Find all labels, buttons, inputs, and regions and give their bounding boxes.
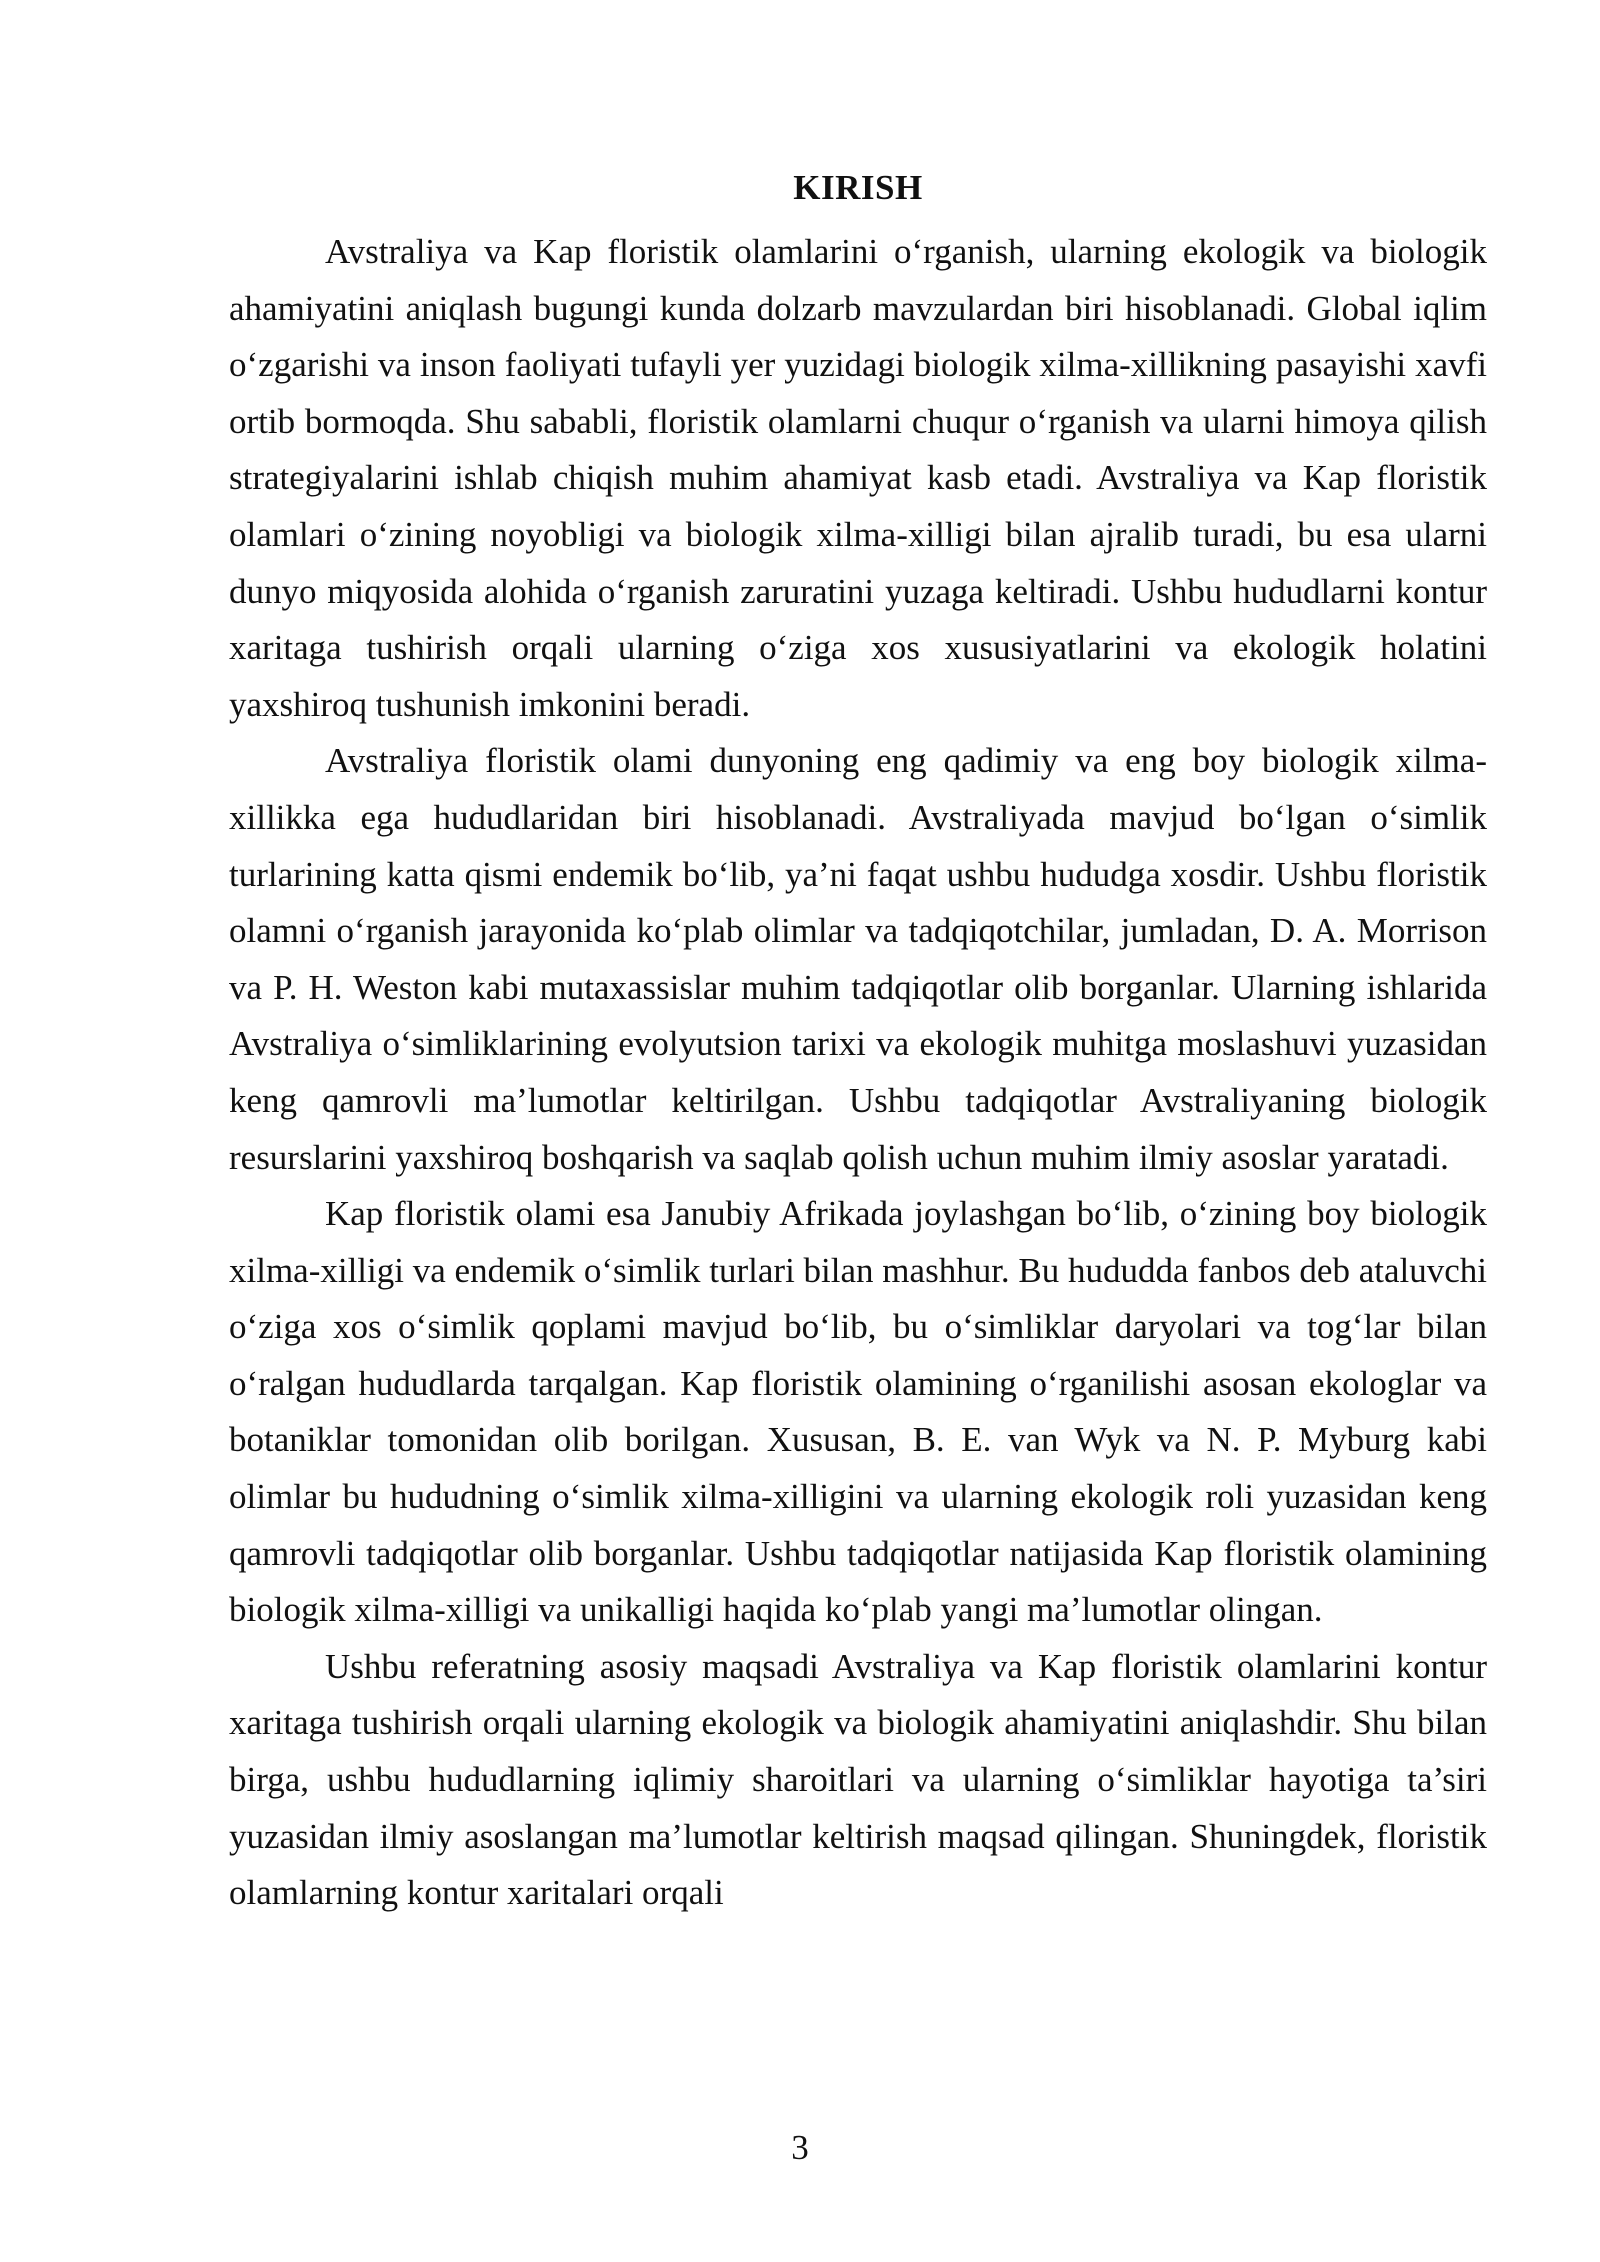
page-body (229, 160, 1487, 1922)
paragraph-intro: Avstraliya va Kap floristik olamlarini o‘rganish, ularning ekologik va biologik ahamiyatini aniqlash bugungi kunda dolzarb mavzulardan biri hisoblanadi. Global iqlim o‘zgarishi va inson faoliyati tufayli yer yuzidagi biologik xilma-xillikning pasayishi xavfi ortib bormoqda. Shu sababli, floristik olamlarni chuqur o‘rganish va ularni himoya qilish strategiyalarini ishlab chiqish muhim ahamiyat kasb etadi. Avstraliya va Kap floristik olamlari o‘zining noyobligi va biologik xilma-xilligi bilan ajralib turadi, bu esa ularni dunyo miqyosida alohida o‘rganish zaruratini yuzaga keltiradi. Ushbu hududlarni kontur xaritaga tushirish orqali ularning o‘ziga xos xususiyatlarini va ekologik holatini yaxshiroq tushunish imkonini beradi. (229, 232, 1487, 724)
page-title: KIRISH (793, 168, 923, 207)
page-number: 3 (791, 2128, 809, 2167)
paragraph-australia: Avstraliya floristik olami dunyoning eng qadimiy va eng boy biologik xilma-xillikka ega hududlaridan biri hisoblanadi. Avstraliyada mavjud bo‘lgan o‘simlik turlarining katta qismi endemik bo‘lib, ya’ni faqat ushbu hududga xosdir. Ushbu floristik olamni o‘rganish jarayonida ko‘plab olimlar va tadqiqotchilar, jumladan, D. A. Morrison va P. H. Weston kabi mutaxassislar muhim tadqiqotlar olib borganlar. Ularning ishlarida Avstraliya o‘simliklarining evolyutsion tarixi va ekologik muhitga moslashuvi yuzasidan keng qamrovli ma’lumotlar keltirilgan. Ushbu tadqiqotlar Avstraliyaning biologik resurslarini yaxshiroq boshqarish va saqlab qolish uchun muhim ilmiy asoslar yaratadi. (229, 741, 1487, 1177)
paragraph-aim: Ushbu referatning asosiy maqsadi Avstraliya va Kap floristik olamlarini kontur xaritaga tushirish orqali ularning ekologik va biologik ahamiyatini aniqlashdir. Shu bilan birga, ushbu hududlarning iqlimiy sharoitlari va ularning o‘simliklar hayotiga ta’siri yuzasidan ilmiy asoslangan ma’lumotlar keltirish maqsad qilingan. Shuningdek, floristik olamlarning kontur xaritalari orqali (229, 1646, 1487, 1913)
paragraph-cape: Kap floristik olami esa Janubiy Afrikada joylashgan bo‘lib, o‘zining boy biologik xilma-xilligi va endemik o‘simlik turlari bilan mashhur. Bu hududda fanbos deb ataluvchi o‘ziga xos o‘simlik qoplami mavjud bo‘lib, bu o‘simliklar daryolari va tog‘lar bilan o‘ralgan hududlarda tarqalgan. Kap floristik olamining o‘rganilishi asosan ekologlar va botaniklar tomonidan olib borilgan. Xususan, B. E. van Wyk va N. P. Myburg kabi olimlar bu hududning o‘simlik xilma-xilligini va ularning ekologik roli yuzasidan keng qamrovli tadqiqotlar olib borganlar. Ushbu tadqiqotlar natijasida Kap floristik olamining biologik xilma-xilligi va unikalligi haqida ko‘plab yangi ma’lumotlar olingan. (229, 1194, 1487, 1630)
